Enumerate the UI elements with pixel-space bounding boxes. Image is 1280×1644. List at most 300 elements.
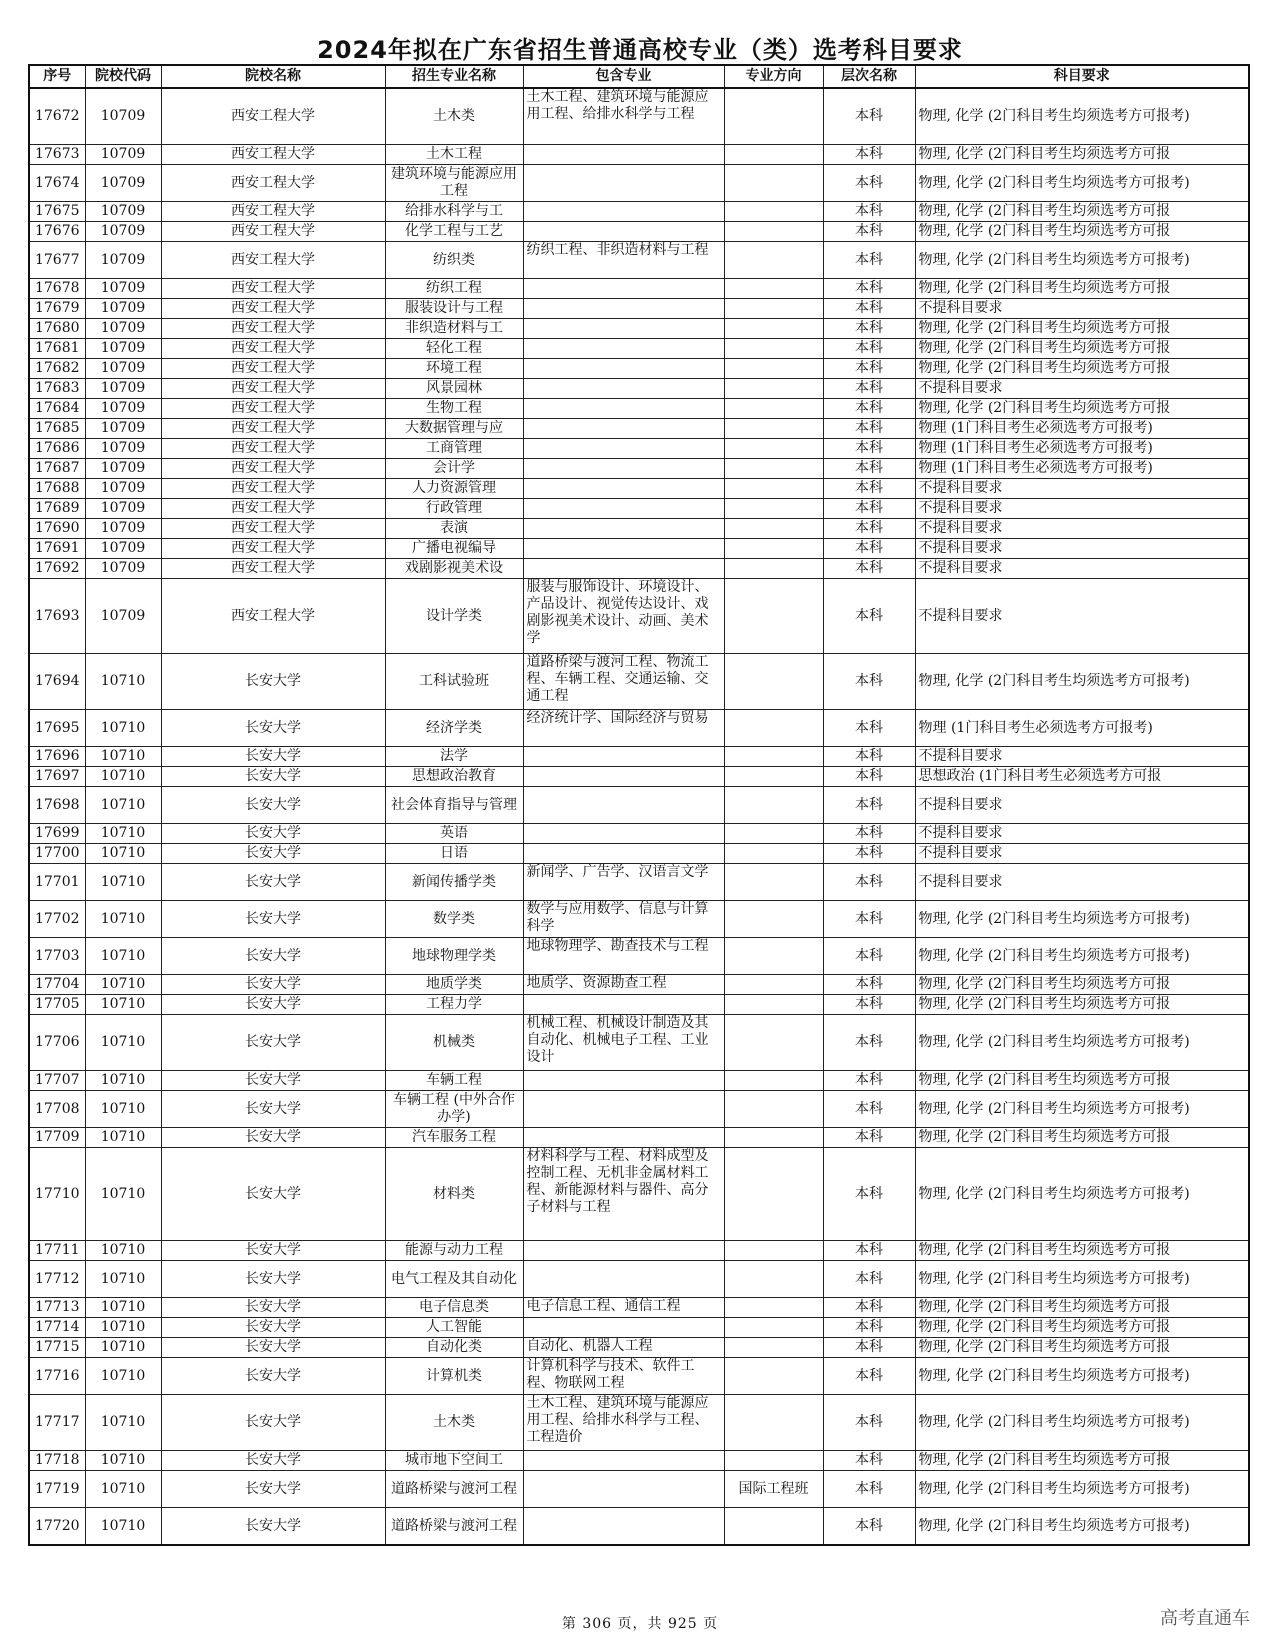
cell-included-majors: 计算机科学与技术、软件工程、物联网工程 [523,1358,724,1395]
cell-serial: 17718 [29,1451,85,1471]
cell-major-name: 环境工程 [385,359,523,379]
cell-major-name: 自动化类 [385,1338,523,1358]
cell-level: 本科 [823,1298,915,1318]
cell-subject-requirement: 物理 (1门科目考生必须选考方可报考) [915,419,1249,439]
cell-school-code: 10710 [85,1071,161,1091]
cell-subject-requirement: 物理, 化学 (2门科目考生均须选考方可报考) [915,88,1249,145]
cell-major-name: 材料类 [385,1148,523,1241]
cell-subject-requirement: 不提科目要求 [915,539,1249,559]
cell-subject-requirement: 物理, 化学 (2门科目考生均须选考方可报 [915,339,1249,359]
cell-serial: 17701 [29,864,85,901]
table-row [29,1318,1249,1338]
cell-school-code: 10710 [85,1015,161,1071]
cell-subject-requirement: 物理, 化学 (2门科目考生均须选考方可报 [915,1241,1249,1261]
table-row [29,202,1249,222]
cell-serial: 17710 [29,1148,85,1241]
cell-level: 本科 [823,379,915,399]
cell-level: 本科 [823,202,915,222]
cell-level: 本科 [823,1091,915,1128]
cell-serial: 17692 [29,559,85,579]
cell-serial: 17684 [29,399,85,419]
cell-school-name: 西安工程大学 [161,222,385,242]
cell-direction [724,1358,823,1395]
cell-subject-requirement: 不提科目要求 [915,844,1249,864]
table-row [29,787,1249,824]
table-row [29,1148,1249,1241]
cell-level: 本科 [823,787,915,824]
cell-subject-requirement: 物理, 化学 (2门科目考生均须选考方可报 [915,1338,1249,1358]
cell-school-name: 西安工程大学 [161,399,385,419]
table-row [29,1261,1249,1298]
table-row [29,339,1249,359]
cell-serial: 17714 [29,1318,85,1338]
cell-direction [724,419,823,439]
cell-subject-requirement: 不提科目要求 [915,747,1249,767]
cell-serial: 17675 [29,202,85,222]
page-footer: 第 306 页，共 925 页 [561,1616,719,1632]
cell-major-name: 行政管理 [385,499,523,519]
cell-included-majors [523,419,724,439]
cell-subject-requirement: 不提科目要求 [915,864,1249,901]
cell-major-name: 纺织工程 [385,279,523,299]
cell-serial: 17690 [29,519,85,539]
cell-included-majors [523,1318,724,1338]
cell-school-name: 长安大学 [161,1451,385,1471]
table-row [29,1241,1249,1261]
cell-school-name: 西安工程大学 [161,242,385,279]
cell-included-majors [523,844,724,864]
cell-school-code: 10710 [85,710,161,747]
cell-major-name: 车辆工程 (中外合作办学) [385,1091,523,1128]
cell-subject-requirement: 物理, 化学 (2门科目考生均须选考方可报 [915,399,1249,419]
cell-school-code: 10709 [85,222,161,242]
cell-school-name: 长安大学 [161,1241,385,1261]
cell-level: 本科 [823,242,915,279]
cell-major-name: 数学类 [385,901,523,938]
cell-level: 本科 [823,1451,915,1471]
cell-subject-requirement: 物理, 化学 (2门科目考生均须选考方可报考) [915,1358,1249,1395]
cell-included-majors: 自动化、机器人工程 [523,1338,724,1358]
cell-major-name: 戏剧影视美术设 [385,559,523,579]
cell-direction [724,88,823,145]
cell-serial: 17683 [29,379,85,399]
cell-serial: 17687 [29,459,85,479]
cell-direction [724,1451,823,1471]
cell-direction [724,1261,823,1298]
cell-school-name: 西安工程大学 [161,359,385,379]
header-subject-requirement: 科目要求 [915,65,1249,88]
cell-direction [724,299,823,319]
cell-school-code: 10710 [85,901,161,938]
cell-major-name: 电子信息类 [385,1298,523,1318]
cell-school-code: 10710 [85,824,161,844]
table-row [29,975,1249,995]
cell-included-majors [523,145,724,165]
cell-serial: 17709 [29,1128,85,1148]
cell-school-name: 西安工程大学 [161,279,385,299]
table-row [29,459,1249,479]
cell-subject-requirement: 物理, 化学 (2门科目考生均须选考方可报考) [915,901,1249,938]
cell-school-code: 10709 [85,519,161,539]
header-school-code: 院校代码 [85,65,161,88]
cell-level: 本科 [823,499,915,519]
cell-level: 本科 [823,844,915,864]
cell-direction [724,1148,823,1241]
cell-level: 本科 [823,165,915,202]
cell-subject-requirement: 物理 (1门科目考生必须选考方可报考) [915,439,1249,459]
table-row [29,319,1249,339]
cell-school-name: 西安工程大学 [161,479,385,499]
cell-school-name: 长安大学 [161,787,385,824]
table-row [29,1015,1249,1071]
cell-subject-requirement: 物理, 化学 (2门科目考生均须选考方可报考) [915,242,1249,279]
cell-school-code: 10710 [85,1261,161,1298]
table-row [29,1395,1249,1451]
requirements-table-wrap [28,64,1248,1546]
cell-major-name: 表演 [385,519,523,539]
cell-included-majors [523,165,724,202]
cell-school-code: 10709 [85,419,161,439]
cell-school-code: 10710 [85,938,161,975]
table-row [29,419,1249,439]
cell-subject-requirement: 物理, 化学 (2门科目考生均须选考方可报 [915,1128,1249,1148]
cell-school-code: 10710 [85,1358,161,1395]
cell-major-name: 大数据管理与应 [385,419,523,439]
cell-school-code: 10710 [85,1298,161,1318]
cell-school-code: 10710 [85,1148,161,1241]
cell-subject-requirement: 物理 (1门科目考生必须选考方可报考) [915,459,1249,479]
cell-level: 本科 [823,519,915,539]
cell-direction [724,654,823,710]
cell-school-name: 长安大学 [161,1015,385,1071]
cell-school-name: 长安大学 [161,844,385,864]
cell-subject-requirement: 物理, 化学 (2门科目考生均须选考方可报考) [915,938,1249,975]
cell-serial: 17703 [29,938,85,975]
table-row [29,1128,1249,1148]
cell-subject-requirement: 物理, 化学 (2门科目考生均须选考方可报考) [915,1148,1249,1241]
cell-direction [724,1241,823,1261]
table-row [29,499,1249,519]
cell-direction [724,439,823,459]
cell-serial: 17698 [29,787,85,824]
cell-direction [724,1071,823,1091]
cell-major-name: 化学工程与工艺 [385,222,523,242]
cell-subject-requirement: 不提科目要求 [915,499,1249,519]
page-title: 2024年拟在广东省招生普通高校专业（类）选考科目要求 [317,36,963,64]
cell-level: 本科 [823,439,915,459]
cell-subject-requirement: 物理, 化学 (2门科目考生均须选考方可报 [915,1318,1249,1338]
cell-major-name: 风景园林 [385,379,523,399]
cell-included-majors [523,1261,724,1298]
cell-major-name: 地质学类 [385,975,523,995]
cell-direction [724,1015,823,1071]
cell-school-code: 10709 [85,539,161,559]
cell-serial: 17706 [29,1015,85,1071]
cell-school-name: 西安工程大学 [161,519,385,539]
cell-direction [724,787,823,824]
cell-serial: 17704 [29,975,85,995]
cell-level: 本科 [823,1241,915,1261]
cell-major-name: 城市地下空间工 [385,1451,523,1471]
cell-major-name: 建筑环境与能源应用工程 [385,165,523,202]
table-row [29,579,1249,654]
cell-serial: 17678 [29,279,85,299]
cell-school-name: 长安大学 [161,710,385,747]
cell-major-name: 能源与动力工程 [385,1241,523,1261]
cell-school-name: 长安大学 [161,1091,385,1128]
cell-included-majors [523,202,724,222]
cell-major-name: 工科试验班 [385,654,523,710]
cell-subject-requirement: 物理, 化学 (2门科目考生均须选考方可报 [915,145,1249,165]
cell-included-majors [523,1071,724,1091]
cell-included-majors [523,339,724,359]
cell-direction [724,242,823,279]
cell-included-majors [523,1091,724,1128]
cell-level: 本科 [823,1508,915,1546]
cell-school-code: 10710 [85,767,161,787]
cell-school-name: 长安大学 [161,975,385,995]
cell-school-code: 10709 [85,579,161,654]
table-row [29,359,1249,379]
cell-direction [724,710,823,747]
table-row [29,88,1249,145]
cell-direction [724,1338,823,1358]
table-row [29,145,1249,165]
cell-direction [724,844,823,864]
cell-major-name: 日语 [385,844,523,864]
cell-serial: 17711 [29,1241,85,1261]
cell-direction [724,459,823,479]
cell-serial: 17713 [29,1298,85,1318]
cell-level: 本科 [823,279,915,299]
cell-included-majors: 机械工程、机械设计制造及其自动化、机械电子工程、工业设计 [523,1015,724,1071]
header-serial: 序号 [29,65,85,88]
cell-subject-requirement: 物理, 化学 (2门科目考生均须选考方可报 [915,319,1249,339]
cell-subject-requirement: 物理, 化学 (2门科目考生均须选考方可报 [915,1298,1249,1318]
cell-included-majors [523,222,724,242]
cell-school-name: 长安大学 [161,824,385,844]
cell-subject-requirement: 物理, 化学 (2门科目考生均须选考方可报考) [915,165,1249,202]
cell-serial: 17700 [29,844,85,864]
cell-major-name: 轻化工程 [385,339,523,359]
cell-serial: 17691 [29,539,85,559]
cell-school-name: 长安大学 [161,1261,385,1298]
cell-included-majors [523,459,724,479]
cell-subject-requirement: 不提科目要求 [915,379,1249,399]
cell-level: 本科 [823,539,915,559]
cell-level: 本科 [823,1471,915,1508]
cell-school-name: 长安大学 [161,1128,385,1148]
cell-major-name: 汽车服务工程 [385,1128,523,1148]
header-included-majors: 包含专业 [523,65,724,88]
cell-included-majors: 土木工程、建筑环境与能源应用工程、给排水科学与工程、工程造价 [523,1395,724,1451]
table-row [29,824,1249,844]
cell-major-name: 生物工程 [385,399,523,419]
cell-subject-requirement: 物理, 化学 (2门科目考生均须选考方可报 [915,222,1249,242]
table-row [29,747,1249,767]
cell-school-name: 西安工程大学 [161,419,385,439]
cell-level: 本科 [823,1338,915,1358]
cell-direction [724,499,823,519]
cell-school-code: 10710 [85,1471,161,1508]
cell-direction [724,901,823,938]
header-direction: 专业方向 [724,65,823,88]
table-row [29,539,1249,559]
cell-subject-requirement: 物理, 化学 (2门科目考生均须选考方可报考) [915,1471,1249,1508]
cell-major-name: 土木类 [385,88,523,145]
cell-level: 本科 [823,1015,915,1071]
cell-included-majors: 道路桥梁与渡河工程、物流工程、车辆工程、交通运输、交通工程 [523,654,724,710]
cell-subject-requirement: 物理, 化学 (2门科目考生均须选考方可报 [915,279,1249,299]
cell-school-code: 10710 [85,1128,161,1148]
cell-school-name: 长安大学 [161,938,385,975]
cell-serial: 17702 [29,901,85,938]
cell-school-code: 10709 [85,319,161,339]
cell-direction [724,1298,823,1318]
cell-serial: 17677 [29,242,85,279]
cell-included-majors [523,1508,724,1546]
cell-included-majors [523,824,724,844]
cell-included-majors [523,379,724,399]
header-school-name: 院校名称 [161,65,385,88]
cell-school-code: 10710 [85,1508,161,1546]
cell-level: 本科 [823,1395,915,1451]
cell-school-name: 长安大学 [161,864,385,901]
table-row [29,1451,1249,1471]
table-body [29,88,1249,1545]
cell-subject-requirement: 不提科目要求 [915,787,1249,824]
cell-school-name: 西安工程大学 [161,299,385,319]
cell-school-code: 10709 [85,379,161,399]
cell-direction [724,479,823,499]
table-row [29,399,1249,419]
cell-direction [724,579,823,654]
cell-major-name: 服装设计与工程 [385,299,523,319]
cell-major-name: 道路桥梁与渡河工程 [385,1471,523,1508]
cell-school-code: 10710 [85,1451,161,1471]
cell-direction [724,767,823,787]
cell-school-code: 10709 [85,479,161,499]
cell-direction [724,165,823,202]
cell-school-code: 10710 [85,995,161,1015]
cell-school-code: 10710 [85,1091,161,1128]
cell-serial: 17686 [29,439,85,459]
cell-subject-requirement: 不提科目要求 [915,299,1249,319]
cell-major-name: 道路桥梁与渡河工程 [385,1508,523,1546]
cell-school-code: 10710 [85,975,161,995]
table-row [29,165,1249,202]
cell-level: 本科 [823,995,915,1015]
cell-school-code: 10710 [85,1318,161,1338]
table-row [29,479,1249,499]
cell-direction [724,539,823,559]
cell-school-name: 长安大学 [161,1395,385,1451]
cell-school-code: 10709 [85,202,161,222]
table-row [29,1298,1249,1318]
cell-serial: 17672 [29,88,85,145]
cell-included-majors: 电子信息工程、通信工程 [523,1298,724,1318]
cell-school-name: 西安工程大学 [161,579,385,654]
table-header-row [29,65,1249,88]
cell-level: 本科 [823,339,915,359]
cell-subject-requirement: 物理, 化学 (2门科目考生均须选考方可报考) [915,654,1249,710]
cell-level: 本科 [823,824,915,844]
cell-level: 本科 [823,88,915,145]
cell-level: 本科 [823,319,915,339]
cell-subject-requirement: 物理, 化学 (2门科目考生均须选考方可报考) [915,1091,1249,1128]
cell-serial: 17705 [29,995,85,1015]
cell-school-code: 10709 [85,279,161,299]
cell-level: 本科 [823,747,915,767]
cell-level: 本科 [823,459,915,479]
cell-level: 本科 [823,654,915,710]
cell-included-majors [523,279,724,299]
cell-school-name: 长安大学 [161,767,385,787]
cell-level: 本科 [823,901,915,938]
cell-major-name: 纺织类 [385,242,523,279]
cell-serial: 17680 [29,319,85,339]
table-row [29,710,1249,747]
table-row [29,1071,1249,1091]
cell-subject-requirement: 不提科目要求 [915,559,1249,579]
cell-level: 本科 [823,479,915,499]
header-major-name: 招生专业名称 [385,65,523,88]
cell-major-name: 会计学 [385,459,523,479]
table-row [29,379,1249,399]
cell-school-name: 西安工程大学 [161,559,385,579]
cell-included-majors: 材料科学与工程、材料成型及控制工程、无机非金属材料工程、新能源材料与器件、高分子材料与工程 [523,1148,724,1241]
cell-school-name: 西安工程大学 [161,499,385,519]
cell-subject-requirement: 不提科目要求 [915,479,1249,499]
cell-included-majors [523,767,724,787]
cell-direction [724,1395,823,1451]
cell-school-code: 10709 [85,88,161,145]
table-row [29,938,1249,975]
cell-subject-requirement: 物理 (1门科目考生必须选考方可报考) [915,710,1249,747]
cell-level: 本科 [823,1128,915,1148]
cell-subject-requirement: 物理, 化学 (2门科目考生均须选考方可报 [915,975,1249,995]
cell-major-name: 车辆工程 [385,1071,523,1091]
cell-direction [724,1508,823,1546]
cell-serial: 17715 [29,1338,85,1358]
cell-major-name: 土木类 [385,1395,523,1451]
cell-direction [724,145,823,165]
cell-subject-requirement: 思想政治 (1门科目考生必须选考方可报 [915,767,1249,787]
cell-serial: 17719 [29,1471,85,1508]
cell-major-name: 英语 [385,824,523,844]
cell-major-name: 人力资源管理 [385,479,523,499]
cell-direction [724,1091,823,1128]
cell-serial: 17720 [29,1508,85,1546]
cell-direction [724,559,823,579]
cell-school-code: 10710 [85,747,161,767]
cell-major-name: 经济学类 [385,710,523,747]
cell-subject-requirement: 物理, 化学 (2门科目考生均须选考方可报 [915,359,1249,379]
cell-direction [724,359,823,379]
cell-school-name: 西安工程大学 [161,379,385,399]
cell-included-majors: 地质学、资源勘查工程 [523,975,724,995]
cell-subject-requirement: 物理, 化学 (2门科目考生均须选考方可报 [915,1071,1249,1091]
cell-level: 本科 [823,1071,915,1091]
cell-school-name: 西安工程大学 [161,339,385,359]
cell-school-name: 长安大学 [161,901,385,938]
cell-school-code: 10710 [85,1338,161,1358]
cell-level: 本科 [823,299,915,319]
cell-included-majors [523,399,724,419]
cell-school-code: 10710 [85,1395,161,1451]
cell-major-name: 非织造材料与工 [385,319,523,339]
cell-included-majors [523,787,724,824]
